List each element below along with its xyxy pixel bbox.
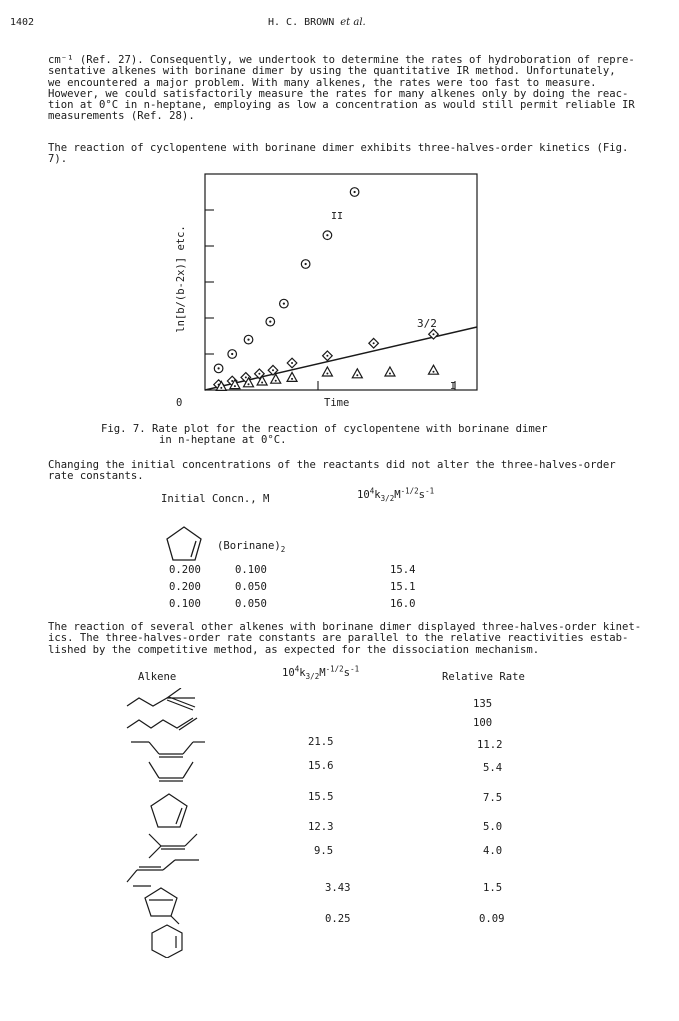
circle-point-dot: [326, 234, 328, 236]
structure-trisubstituted-alkene: [149, 834, 197, 858]
figure-7-rate-plot: [0, 0, 679, 420]
alkene-rate-const: 3.43: [325, 882, 351, 894]
alkene-rate-const: 0.25: [325, 913, 351, 925]
text-line: tion at 0°C in n-heptane, employing as low a concentration as would still permit reliable IR: [48, 99, 635, 112]
alkene-rel-rate: 5.4: [483, 762, 503, 774]
borinane-concn: 0.050: [235, 598, 267, 610]
chart-axes: [205, 174, 477, 390]
alkene-rel-rate: 11.2: [477, 739, 503, 751]
concn-column-header: Initial Concn., M: [161, 493, 270, 505]
diamond-point-dot: [373, 342, 375, 344]
caption-line-2: in n-heptane at 0°C.: [159, 434, 287, 446]
y-axis-label: ln[b/(b-2x)] etc.: [175, 225, 187, 333]
plot-frame: [205, 174, 477, 390]
triangle-point-dot: [356, 374, 358, 376]
triangle-point-dot: [291, 378, 293, 380]
alkene-concn: 0.200: [169, 564, 201, 576]
circle-point-dot: [269, 321, 271, 323]
x-axis-label: Time: [324, 397, 350, 409]
alkene-structures: [125, 688, 265, 958]
alkene-rate-const: 9.5: [314, 845, 334, 857]
rate-constant: 15.4: [390, 564, 416, 576]
structure-cis-butene: [149, 762, 193, 781]
rate-column-header: $10^4k_{3/2}M^{-1/2}s^{-1}$: [357, 486, 435, 504]
structure-long-alkene: [127, 860, 199, 882]
page-number: 1402: [10, 17, 35, 28]
triangle-point: [352, 369, 362, 378]
triangle-point-dot: [389, 373, 391, 375]
alkene-rel-rate: 100: [473, 717, 493, 729]
circle-point-dot: [354, 191, 356, 193]
alkene-rel-rate: 135: [473, 698, 493, 710]
text-line: The reaction of cyclopentene with borinane dimer exhibits three-halves-order kinetics (Fig.: [48, 142, 629, 154]
text-line: sentative alkenes with borinane dimer by using the quantitative IR method. Unfortunately,: [48, 65, 616, 78]
text-line: we encountered a major problem. With many alkenes, the rates were too fast to measure.: [48, 76, 597, 89]
borinane-header: $(Borinane)_2$: [217, 540, 286, 555]
text-line: measurements (Ref. 28).: [48, 110, 195, 123]
triangle-point: [322, 367, 332, 376]
circle-point-dot: [247, 339, 249, 341]
running-head-author: H. C. BROWN: [268, 17, 335, 28]
text-line: rate constants.: [48, 470, 144, 483]
concentration-paragraph: [48, 460, 638, 483]
triangle-point-dot: [432, 371, 434, 373]
x-origin-label: 0: [176, 397, 183, 409]
alkene-rate-const: 12.3: [308, 821, 334, 833]
diamond-point-dot: [432, 333, 434, 335]
alkene-rate-const: 15.5: [308, 791, 334, 803]
alkene-rel-rate: 1.5: [483, 882, 503, 894]
triangle-point: [271, 374, 281, 383]
circle-point-dot: [218, 367, 220, 369]
annotation-I: I: [450, 381, 457, 392]
circle-point-dot: [283, 303, 285, 305]
borinane-concn: 0.100: [235, 564, 267, 576]
running-head-etal: et al.: [340, 17, 366, 28]
triangle-point: [287, 372, 297, 381]
text-line: ics. The three-halves-order rate constants are parallel to the relative reactivities estab-: [48, 632, 629, 645]
alkene-rel-rate: 0.09: [479, 913, 505, 925]
alkenes-paragraph: [48, 621, 642, 656]
triangle-point-dot: [220, 387, 222, 389]
alkene-column-header: Alkene: [138, 671, 177, 683]
structure-cyclohexene: [152, 925, 182, 958]
diamond-point-dot: [258, 373, 260, 375]
caption-line-1: Fig. 7. Rate plot for the reaction of cyclopentene with borinane dimer: [101, 423, 548, 435]
text-line: The reaction of several other alkenes with borinane dimer displayed three-halves-order kinet-: [48, 621, 642, 633]
alkene-concn: 0.100: [169, 598, 201, 610]
figure-caption: [101, 424, 547, 446]
triangle-point-dot: [326, 373, 328, 375]
diamond-point-dot: [231, 380, 233, 382]
triangle-point-dot: [275, 380, 277, 382]
text-line: 7).: [48, 153, 68, 166]
alkene-rate-const: 15.6: [308, 760, 334, 772]
annotation-II: II: [331, 211, 344, 222]
relative-rate-column-header: Relative Rate: [442, 671, 525, 683]
structure-methylcyclopentene: [133, 886, 179, 924]
structure-1-hexene: [127, 718, 197, 730]
rate-const-column-header: $10^4k_{3/2}M^{-1/2}s^{-1}$: [282, 664, 360, 682]
text-line: cm⁻¹ (Ref. 27). Consequently, we undertook to determine the rates of hydroboration of repre-: [48, 54, 635, 66]
alkene-concn: 0.200: [169, 581, 201, 593]
text-line: lished by the competitive method, as expected for the dissociation mechanism.: [48, 643, 540, 656]
triangle-point-dot: [261, 382, 263, 384]
alkene-rate-const: 21.5: [308, 736, 334, 748]
structure-cyclopentene: [151, 794, 187, 827]
borinane-concn: 0.050: [235, 581, 267, 593]
structure-2-methyl-1-butene: [127, 688, 195, 710]
annotation-3-2: 3/2: [417, 317, 437, 330]
diamond-point-dot: [326, 355, 328, 357]
text-line: Changing the initial concentrations of the reactants did not alter the three-halves-order: [48, 459, 616, 471]
rate-constant: 15.1: [390, 581, 416, 593]
triangle-point: [428, 365, 438, 374]
alkene-rel-rate: 4.0: [483, 845, 503, 857]
diamond-point-dot: [245, 376, 247, 378]
triangle-point-dot: [248, 383, 250, 385]
text-line: However, we could satisfactorily measure the rates for many alkenes only by doing the reac-: [48, 87, 629, 100]
cyclopentene-structure: [164, 525, 204, 563]
triangle-point-dot: [234, 385, 236, 387]
structure-trans-hexene: [131, 742, 205, 757]
circle-point-dot: [305, 263, 307, 265]
diamond-point-dot: [291, 362, 293, 364]
diamond-point-dot: [272, 369, 274, 371]
alkene-rel-rate: 5.0: [483, 821, 503, 833]
rate-constant: 16.0: [390, 598, 416, 610]
alkene-rel-rate: 7.5: [483, 792, 503, 804]
triangle-point: [385, 367, 395, 376]
circle-point-dot: [231, 353, 233, 355]
